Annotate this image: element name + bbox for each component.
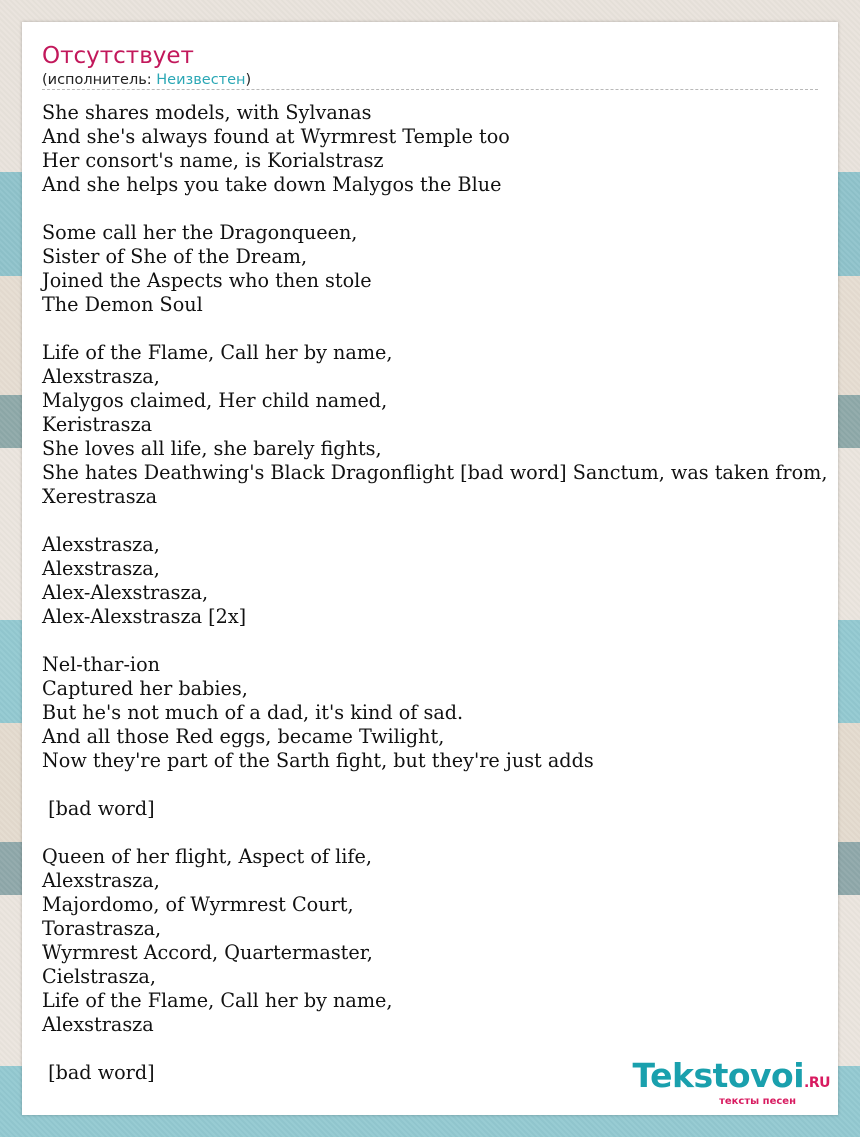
title-divider [42, 89, 818, 90]
lyric-line: Alexstrasza, [42, 557, 160, 580]
lyrics-card [22, 22, 838, 1115]
lyric-blank-line [42, 197, 827, 221]
lyric-line: Alex-Alexstrasza [2x] [42, 605, 247, 628]
lyric-line: Sister of She of the Dream, [42, 245, 308, 268]
lyric-line: Captured her babies, [42, 677, 248, 700]
lyric-blank-line [42, 509, 827, 533]
lyric-line: And she helps you take down Malygos the Blue [42, 173, 502, 196]
lyric-line: Life of the Flame, Call her by name, [42, 989, 393, 1012]
logo-wordmark [632, 1058, 830, 1101]
lyric-line: The Demon Soul [42, 293, 203, 316]
lyric-line: She hates Deathwing's Black Dragonflight [bad word] Sanctum, was taken from, [42, 461, 828, 484]
lyric-line: Alexstrasza [42, 1013, 154, 1036]
lyric-line: Some call her the Dragonqueen, [42, 221, 358, 244]
lyric-line: Cielstrasza, [42, 965, 156, 988]
lyric-line: But he's not much of a dad, it's kind of sad. [42, 701, 464, 724]
lyric-line: Xerestrasza [42, 485, 158, 508]
lyric-line: Alexstrasza, [42, 533, 160, 556]
lyric-line: Alexstrasza, [42, 365, 160, 388]
lyric-blank-line [42, 821, 827, 845]
lyric-line: Majordomo, of Wyrmrest Court, [42, 893, 354, 916]
artist-link[interactable]: Неизвестен [156, 72, 246, 88]
lyric-line: Alexstrasza, [42, 869, 160, 892]
lyric-line: Wyrmrest Accord, Quartermaster, [42, 941, 373, 964]
lyrics-text [42, 101, 827, 1085]
lyric-line: Life of the Flame, Call her by name, [42, 341, 393, 364]
lyric-line: Torastrasza, [42, 917, 162, 940]
lyric-blank-line [42, 773, 827, 797]
site-logo[interactable] [632, 1058, 830, 1107]
lyric-line: Nel-thar-ion [42, 653, 160, 676]
lyric-line: And all those Red eggs, became Twilight, [42, 725, 445, 748]
logo-tagline: тексты песен [719, 1096, 796, 1107]
lyric-line: [bad word] [42, 797, 155, 820]
lyric-line: [bad word] [42, 1061, 155, 1084]
logo-tld: .RU [804, 1075, 830, 1091]
logo-name: Tekstovoi [632, 1056, 805, 1095]
lyric-line: Joined the Aspects who then stole [42, 269, 372, 292]
lyric-line: Now they're part of the Sarth fight, but they're just adds [42, 749, 594, 772]
lyric-line: Queen of her flight, Aspect of life, [42, 845, 372, 868]
lyric-line: She shares models, with Sylvanas [42, 101, 372, 124]
lyric-line: Her consort's name, is Korialstrasz [42, 149, 384, 172]
song-title: Отсутствует [42, 43, 194, 69]
lyric-line: Malygos claimed, Her child named, [42, 389, 388, 412]
lyric-blank-line [42, 317, 827, 341]
artist-prefix: (исполнитель: [42, 72, 157, 88]
artist-suffix: ) [245, 72, 252, 88]
lyric-blank-line [42, 629, 827, 653]
lyric-line: She loves all life, she barely fights, [42, 437, 382, 460]
lyric-line: Keristrasza [42, 413, 153, 436]
lyric-line: Alex-Alexstrasza, [42, 581, 209, 604]
lyric-line: And she's always found at Wyrmrest Temple too [42, 125, 510, 148]
artist-line [42, 70, 251, 90]
